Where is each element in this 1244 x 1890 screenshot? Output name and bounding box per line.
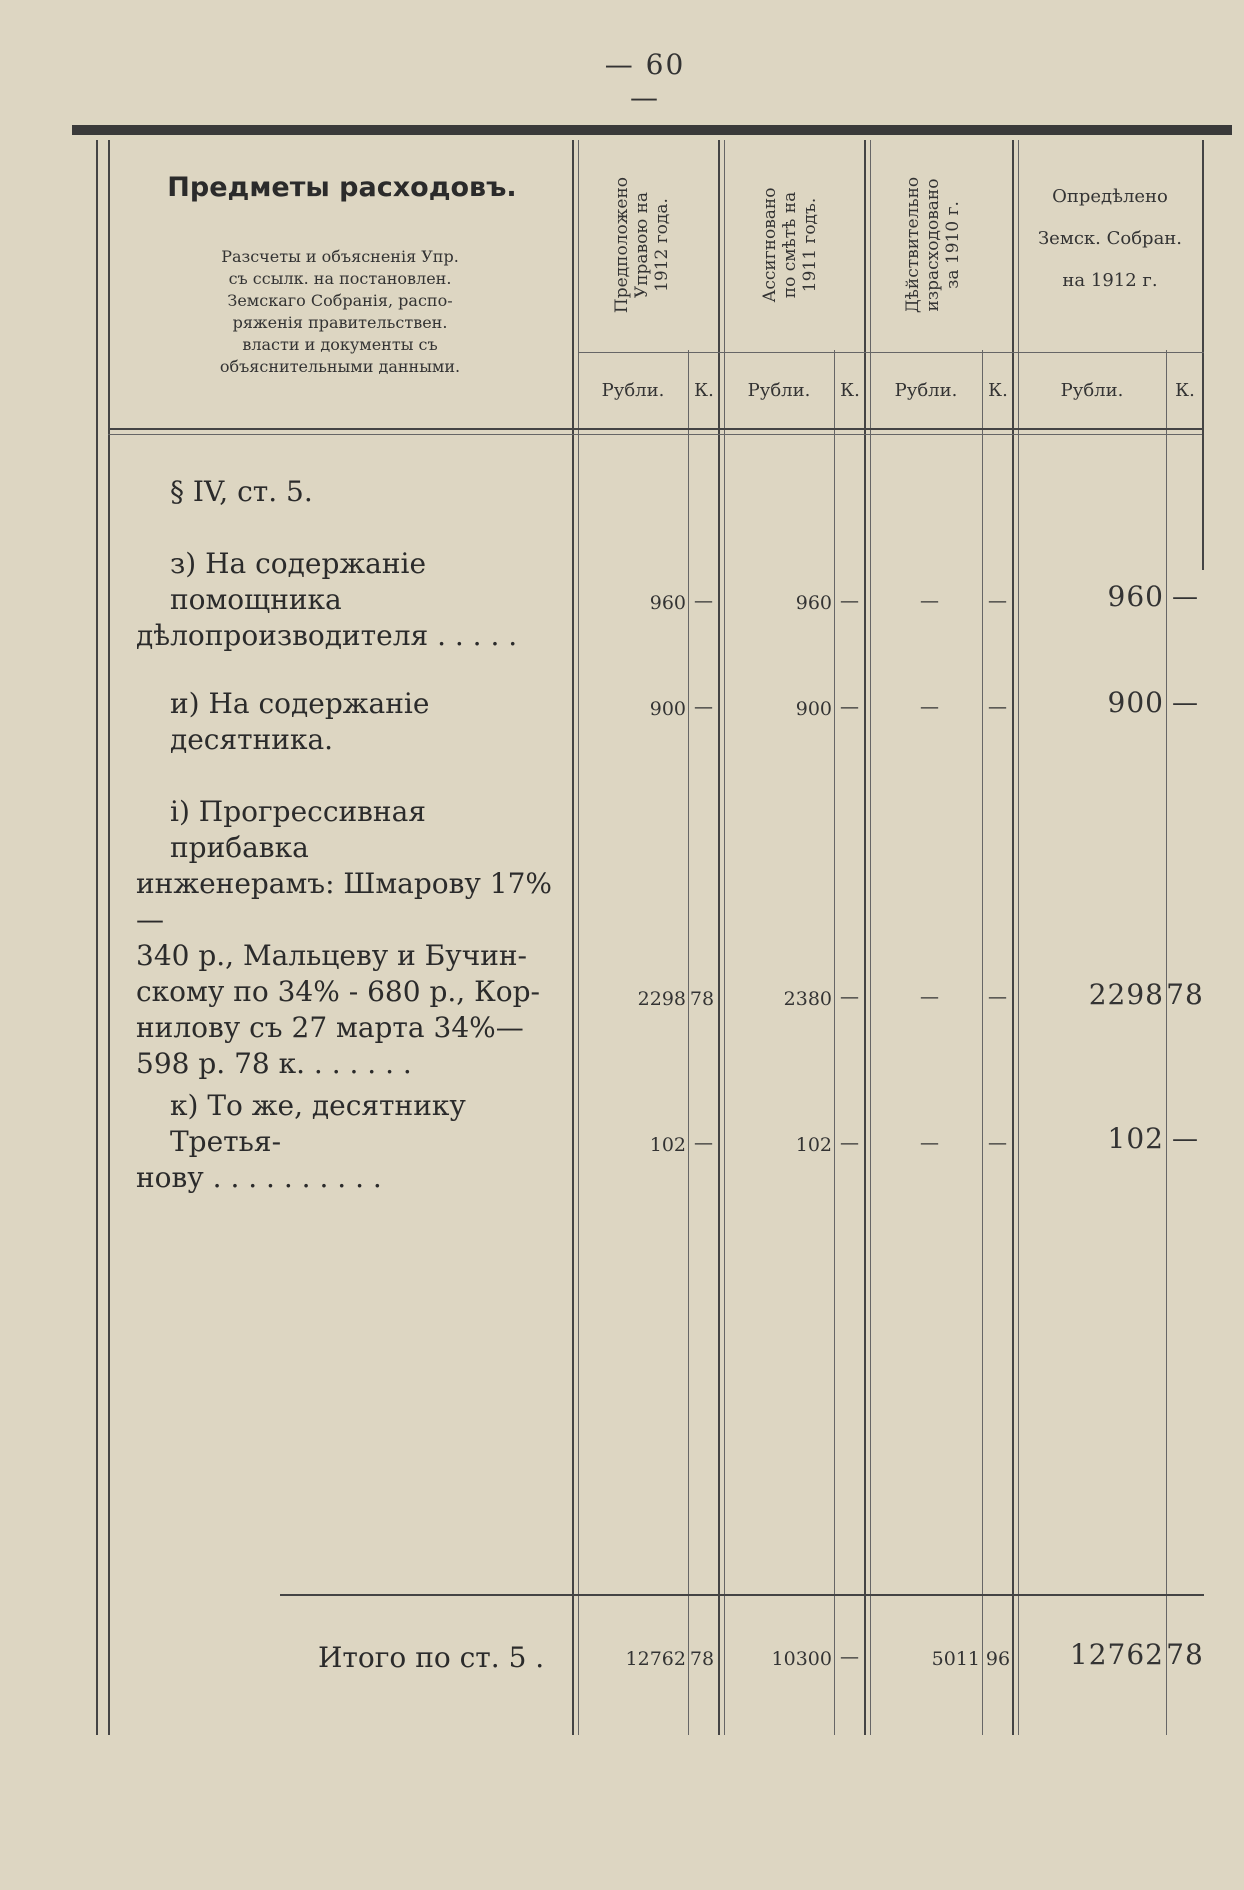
col-header-line: Опредѣлено (1052, 186, 1168, 207)
header-bottom-rule (108, 434, 1202, 435)
assigned-rub: 2380 (783, 988, 832, 1010)
spent-kop: — (988, 986, 1007, 1008)
row-line: и) На содержаніе десятника. (170, 687, 430, 756)
subtitle-line: ряженія правительствен. (232, 313, 448, 332)
unit-kop: К. (1175, 380, 1195, 401)
col-header-line: Управою на (632, 191, 652, 299)
col-divider (1012, 140, 1014, 1735)
col-divider (1018, 140, 1019, 1735)
header-title: Предметы расходовъ. (167, 172, 517, 203)
total-proposed-kop: 78 (689, 1648, 715, 1670)
section-heading: § IV, ст. 5. (170, 475, 313, 508)
col-divider (724, 140, 725, 1735)
col-divider (572, 140, 574, 1735)
col-header-line: по смѣтѣ на (780, 191, 800, 299)
col-header-line: 1911 годъ. (800, 197, 820, 293)
proposed-kop: — (694, 590, 713, 612)
assigned-kop: — (840, 986, 859, 1008)
col-header-line: 1912 года. (652, 198, 672, 292)
unit-rub: Рубли. (601, 380, 665, 401)
assigned-rub: 900 (795, 698, 832, 720)
spent-rub: — (920, 986, 939, 1008)
spent-rub: — (920, 1132, 939, 1154)
determined-kop: — (1172, 1124, 1198, 1154)
total-determined-kop: 78 (1166, 1638, 1204, 1671)
total-determined-rub: 12762 (1069, 1638, 1164, 1671)
row-line: нову . . . . . . . . . . (136, 1161, 382, 1194)
col-divider (864, 140, 866, 1735)
row-line: 598 р. 78 к. . . . . . . (136, 1047, 412, 1080)
row-description (136, 794, 566, 1082)
proposed-kop: — (694, 696, 713, 718)
unit-rub: Рубли. (747, 380, 811, 401)
assigned-rub: 102 (795, 1134, 832, 1156)
proposed-rub: 2298 (637, 988, 686, 1010)
col-header-assigned (760, 150, 820, 340)
col-header-line: Предположено (612, 176, 632, 314)
proposed-rub: 960 (649, 592, 686, 614)
proposed-kop: — (694, 1132, 713, 1154)
determined-kop: — (1172, 582, 1198, 612)
row-line: инженерамъ: Шмарову 17%— (136, 867, 553, 936)
col-header-spent (903, 150, 963, 340)
assigned-rub: 960 (795, 592, 832, 614)
kop-divider (834, 350, 835, 1735)
row-line: з) На содержаніе помощника (170, 547, 427, 616)
proposed-rub: 102 (649, 1134, 686, 1156)
row-description (136, 1088, 566, 1196)
unit-rub: Рубли. (894, 380, 958, 401)
left-border (96, 140, 98, 1735)
unit-row-rule (578, 352, 1204, 353)
assigned-kop: — (840, 1132, 859, 1154)
determined-rub: 2298 (1088, 978, 1164, 1011)
unit-kop: К. (840, 380, 860, 401)
col-header-line: Земск. Собран. (1037, 228, 1183, 249)
proposed-rub: 900 (649, 698, 686, 720)
unit-kop: К. (988, 380, 1008, 401)
col-header-line: за 1910 г. (943, 201, 963, 289)
row-line: і) Прогрессивная прибавка (170, 795, 426, 864)
header-bottom-rule (108, 428, 1202, 430)
unit-rub: Рубли. (1060, 380, 1124, 401)
row-line: нилову съ 27 марта 34%— (136, 1011, 524, 1044)
subtitle-line: Земскаго Собранія, распо- (227, 291, 453, 310)
col-header-line: израсходовано (923, 178, 943, 312)
col-header-proposed (612, 150, 672, 340)
spent-kop: — (988, 696, 1007, 718)
col-header-line: Дѣйствительно (903, 176, 923, 314)
kop-divider (688, 350, 689, 1735)
row-description (170, 686, 570, 758)
determined-rub: 960 (1107, 580, 1164, 613)
top-rule (72, 125, 1232, 135)
col-divider (718, 140, 720, 1735)
subtitle-line: съ ссылк. на постановлен. (228, 269, 452, 288)
row-line: скому по 34% - 680 р., Кор- (136, 975, 540, 1008)
determined-kop: — (1172, 688, 1198, 718)
right-border (1202, 140, 1204, 570)
left-border-inner (108, 140, 110, 1735)
assigned-kop: — (840, 696, 859, 718)
assigned-kop: — (840, 590, 859, 612)
kop-divider (1166, 350, 1167, 1735)
spent-rub: — (920, 590, 939, 612)
proposed-kop: 78 (689, 988, 715, 1010)
col-divider (578, 140, 579, 1735)
total-label: Итого по ст. 5 . (318, 1641, 545, 1674)
determined-rub: 102 (1107, 1122, 1164, 1155)
col-divider (870, 140, 871, 1735)
kop-divider (982, 350, 983, 1735)
spent-kop: — (988, 1132, 1007, 1154)
row-description (136, 546, 566, 654)
determined-kop: 78 (1166, 978, 1204, 1011)
header-subtitle (150, 246, 530, 378)
determined-rub: 900 (1107, 686, 1164, 719)
total-spent-rub: 5011 (931, 1648, 980, 1670)
spent-rub: — (920, 696, 939, 718)
col-header-line: на 1912 г. (1062, 270, 1158, 291)
total-proposed-rub: 12762 (625, 1648, 686, 1670)
unit-kop: К. (694, 380, 714, 401)
total-assigned-rub: 10300 (771, 1648, 832, 1670)
row-line: дѣлопроизводителя . . . . . (136, 619, 518, 652)
total-spent-kop: 96 (985, 1648, 1011, 1670)
col-header-determined (1020, 176, 1200, 302)
subtitle-line: объяснительными данными. (219, 357, 461, 376)
subtitle-line: власти и документы съ (242, 335, 438, 354)
total-rule (280, 1594, 1204, 1596)
row-line: к) То же, десятнику Третья- (170, 1089, 466, 1158)
col-header-line: Ассигновано (760, 187, 780, 303)
page-number: — 60 — (604, 48, 686, 114)
total-assigned-kop: — (840, 1646, 859, 1668)
subtitle-line: Разсчеты и объясненія Упр. (221, 247, 459, 266)
row-line: 340 р., Мальцеву и Бучин- (136, 939, 527, 972)
spent-kop: — (988, 590, 1007, 612)
